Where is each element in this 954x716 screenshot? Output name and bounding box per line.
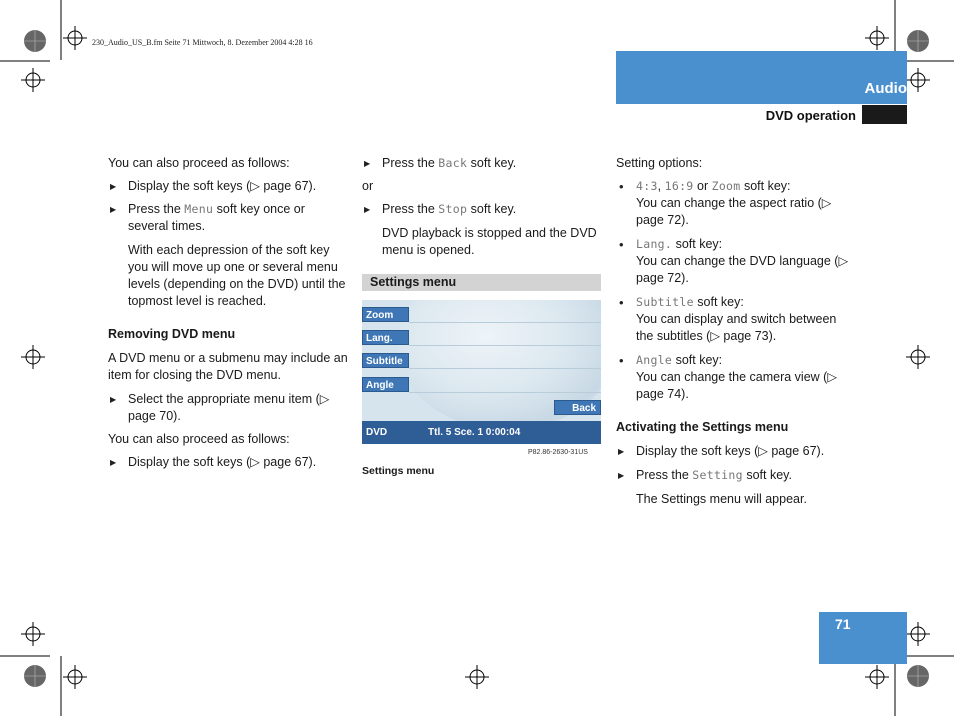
text: soft key: (672, 353, 723, 367)
option-description: You can change the aspect ratio (▷ page 72). (636, 196, 832, 227)
softkey-label: Menu (184, 202, 214, 216)
text: soft key. (467, 202, 517, 216)
paragraph: You can also proceed as follows: (108, 432, 290, 446)
header-bar (616, 51, 907, 104)
bullet-item (616, 467, 852, 484)
text: Press the (382, 202, 439, 216)
column-right (616, 155, 852, 508)
text: soft key. (742, 468, 792, 482)
column-left (108, 155, 348, 471)
lang-softkey[interactable]: Lang. (362, 330, 409, 345)
softkey-label: Zoom (711, 179, 741, 193)
option-item (616, 352, 852, 369)
settings-menu-screenshot (362, 300, 601, 444)
page-number: 71 (835, 616, 851, 632)
divider (409, 345, 601, 346)
paragraph: Setting options: (616, 156, 703, 170)
heading-activating-settings-menu: Activating the Settings menu (616, 420, 789, 434)
divider (409, 368, 601, 369)
column-middle (362, 155, 602, 259)
bullet-item: ▶ Display the soft keys (▷ page 67). (108, 454, 348, 471)
text: soft key. (467, 156, 517, 170)
text: Press the (382, 156, 439, 170)
paragraph: The Settings menu will appear. (636, 492, 807, 506)
angle-softkey[interactable]: Angle (362, 377, 409, 392)
subsection-title: DVD operation (765, 108, 856, 123)
text: Press the (128, 202, 185, 216)
option-item (616, 294, 852, 311)
text: soft key: (693, 295, 744, 309)
heading-removing-dvd-menu: Removing DVD menu (108, 327, 236, 341)
softkey-label: 4:3 (636, 179, 658, 193)
status-track-time: Ttl. 5 Sce. 1 0:00:04 (428, 427, 521, 438)
text: soft key: (740, 179, 791, 193)
bullet-item: ▶ Display the soft keys (▷ page 67). (108, 178, 348, 195)
text: , (657, 179, 665, 193)
settings-menu-heading: Settings menu (362, 274, 601, 291)
option-item (616, 178, 852, 195)
chapter-tab (862, 105, 907, 124)
option-description: You can change the camera view (▷ page 74). (636, 370, 837, 401)
text: or (693, 179, 712, 193)
softkey-label: Subtitle (636, 295, 694, 309)
paragraph: You can also proceed as follows: (108, 156, 290, 170)
paragraph: With each depression of the soft key you will move up one or several menu levels (depending on the DVD) until the topmost level is reached. (128, 243, 346, 308)
back-softkey[interactable]: Back (554, 400, 601, 415)
softkey-label: Angle (636, 353, 673, 367)
paragraph: A DVD menu or a submenu may include an item for closing the DVD menu. (108, 351, 348, 382)
option-description: You can display and switch between the subtitles (▷ page 73). (636, 312, 837, 343)
bullet-item (362, 201, 602, 218)
softkey-label: 16:9 (664, 179, 694, 193)
option-description: You can change the DVD language (▷ page 72). (636, 254, 849, 285)
softkey-label: Lang. (636, 237, 673, 251)
or-text: or (362, 179, 374, 193)
option-item (616, 236, 852, 253)
softkey-label: Back (438, 156, 468, 170)
zoom-softkey[interactable]: Zoom (362, 307, 409, 322)
page-number-box (819, 612, 907, 664)
bullet-item: ▶ Display the soft keys (▷ page 67). (616, 443, 852, 460)
paragraph: DVD playback is stopped and the DVD menu is opened. (382, 226, 597, 257)
status-source: DVD (366, 427, 388, 438)
divider (409, 322, 601, 323)
image-code: P82.86-2630-31US (528, 449, 588, 456)
subtitle-softkey[interactable]: Subtitle (362, 353, 409, 368)
text: soft key: (672, 237, 723, 251)
section-title: Audio (864, 80, 907, 97)
text: Press the (636, 468, 693, 482)
text: soft key once or several times. (128, 202, 305, 233)
softkey-label: Setting (692, 468, 743, 482)
bullet-item: ▶ Select the appropriate menu item (▷ page 70). (108, 391, 348, 425)
softkey-label: Stop (438, 202, 468, 216)
file-info: 230_Audio_US_B.fm Seite 71 Mittwoch, 8. Dezember 2004 4:28 16 (92, 38, 313, 47)
status-bar (362, 421, 601, 444)
bullet-item (362, 155, 602, 172)
bullet-item (108, 201, 348, 235)
divider (409, 392, 601, 393)
figure-caption: Settings menu (362, 465, 435, 477)
